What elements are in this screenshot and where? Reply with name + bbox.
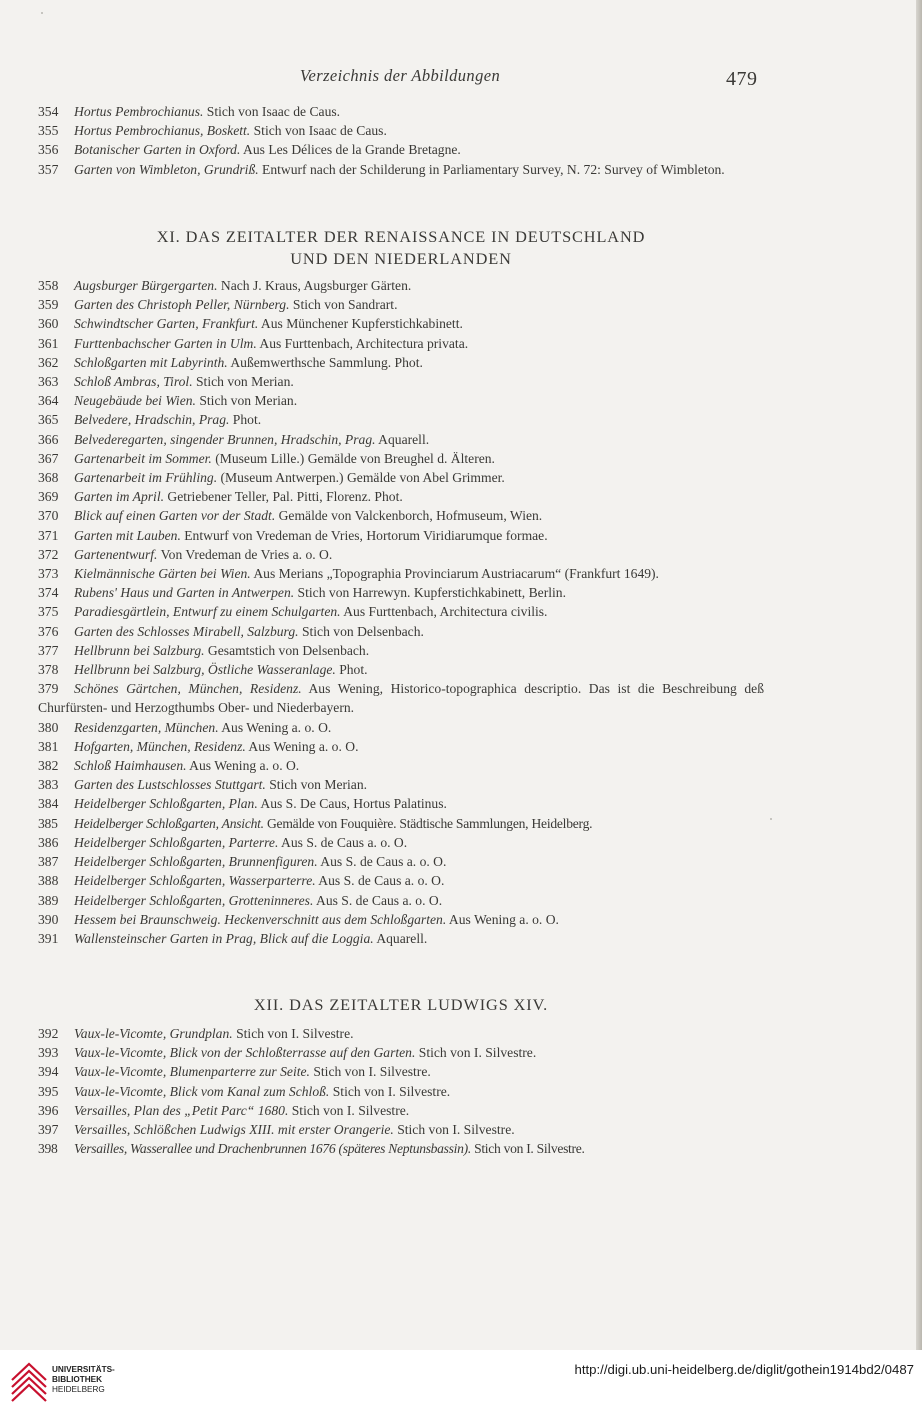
list-item bbox=[38, 449, 764, 468]
library-logo-icon[interactable] bbox=[10, 1360, 48, 1411]
entry-source: (Museum Lille.) Gemälde von Breughel d. Älteren. bbox=[211, 450, 495, 466]
list-item bbox=[38, 140, 764, 159]
entry-number: 394 bbox=[38, 1064, 59, 1080]
list-item bbox=[38, 852, 764, 871]
entry-title: Paradiesgärtlein, Entwurf zu einem Schulgarten. bbox=[74, 604, 341, 620]
entry-source: Aus Wening a. o. O. bbox=[218, 719, 332, 735]
entry-title: Versailles, Schlößchen Ludwigs XIII. mit erster Orangerie. bbox=[74, 1122, 394, 1138]
running-title: Verzeichnis der Abbildungen bbox=[299, 66, 501, 85]
list-item bbox=[38, 314, 764, 333]
entry-number: 379 bbox=[38, 681, 59, 697]
entry-title: Heidelberger Schloßgarten, Plan. bbox=[74, 796, 258, 812]
list-item bbox=[38, 487, 764, 506]
scan-speck bbox=[41, 12, 43, 14]
entry-source: Aus Merians „Topographia Provinciarum Austriacarum“ (Frankfurt 1649). bbox=[250, 566, 659, 582]
entry-number: 362 bbox=[38, 354, 59, 370]
entry-source: Entwurf von Vredeman de Vries, Hortorum Viridiarumque formae. bbox=[180, 527, 548, 543]
entry-source: Gemälde von Valckenborch, Hofmuseum, Wien. bbox=[275, 508, 543, 524]
entry-source: Stich von Merian. bbox=[265, 777, 368, 793]
entry-number: 369 bbox=[38, 489, 59, 505]
entry-number: 368 bbox=[38, 470, 59, 486]
entry-source: Nach J. Kraus, Augsburger Gärten. bbox=[217, 278, 412, 293]
entry-source: Aus Wening a. o. O. bbox=[245, 738, 359, 754]
list-item bbox=[38, 160, 764, 179]
entry-title: Gartenentwurf. bbox=[74, 546, 158, 562]
list-item bbox=[38, 121, 764, 140]
entry-number: 390 bbox=[38, 911, 59, 927]
entry-number: 386 bbox=[38, 834, 59, 850]
entry-source: Von Vredeman de Vries a. o. O. bbox=[157, 546, 333, 562]
entry-title: Schloß Ambras, Tirol. bbox=[74, 374, 193, 390]
entry-list-b bbox=[38, 276, 764, 948]
list-item bbox=[38, 814, 764, 833]
entry-source: Stich von Isaac de Caus. bbox=[250, 123, 387, 139]
list-item bbox=[38, 391, 764, 410]
list-item bbox=[38, 1024, 764, 1043]
entry-source: Stich von I. Silvestre. bbox=[288, 1102, 410, 1118]
list-item bbox=[38, 1120, 764, 1139]
entry-number: 397 bbox=[38, 1122, 59, 1138]
entry-number: 392 bbox=[38, 1026, 59, 1041]
entry-title: Versailles, Plan des „Petit Parc“ 1680. bbox=[74, 1102, 289, 1118]
entry-source: Entwurf nach der Schilderung in Parliamentary Survey, N. 72: Survey of Wimbleton. bbox=[258, 161, 725, 177]
entry-source: Stich von I. Silvestre. bbox=[309, 1064, 431, 1080]
list-item bbox=[38, 660, 764, 679]
list-item bbox=[38, 1062, 764, 1081]
library-name[interactable] bbox=[52, 1365, 115, 1395]
list-item bbox=[38, 583, 764, 602]
list-item bbox=[38, 334, 764, 353]
page-edge-shadow bbox=[916, 0, 922, 1350]
entry-title: Versailles, Wasserallee und Drachenbrunnen 1676 (späteres Neptunsbassin). bbox=[74, 1141, 471, 1157]
entry-number: 359 bbox=[38, 297, 59, 313]
entry-source: Aus Wening, Historico-topographica descriptio. Das ist die Beschreibung deß Churfürsten- und Herzogthumbs Ober- und Niederbayern. bbox=[38, 681, 764, 716]
list-item bbox=[38, 679, 764, 717]
list-item bbox=[38, 910, 764, 929]
entry-source: Aus S. de Caus a. o. O. bbox=[317, 854, 447, 870]
entry-source: Phot. bbox=[229, 412, 262, 428]
entry-number: 380 bbox=[38, 719, 59, 735]
list-item bbox=[38, 430, 764, 449]
entry-title: Heidelberger Schloßgarten, Grotteninneres. bbox=[74, 892, 314, 908]
entry-number: 382 bbox=[38, 758, 59, 774]
list-item bbox=[38, 833, 764, 852]
entry-source: Stich von Isaac de Caus. bbox=[203, 104, 341, 119]
entry-title: Hortus Pembrochianus, Boskett. bbox=[74, 123, 251, 139]
list-item bbox=[38, 641, 764, 660]
entry-number: 374 bbox=[38, 585, 59, 601]
entry-number: 358 bbox=[38, 278, 59, 293]
section-heading-line: XI. DAS ZEITALTER DER RENAISSANCE IN DEUTSCHLAND bbox=[156, 227, 646, 246]
entry-number: 377 bbox=[38, 642, 59, 658]
entry-title: Vaux-le-Vicomte, Blick von der Schloßterrasse auf den Garten. bbox=[74, 1045, 416, 1061]
entry-source: Aus Wening a. o. O. bbox=[446, 911, 559, 927]
list-item bbox=[38, 737, 764, 756]
library-name-line: HEIDELBERG bbox=[52, 1385, 105, 1394]
entry-source: Aus S. de Caus a. o. O. bbox=[313, 892, 443, 908]
list-item bbox=[38, 718, 764, 737]
entry-source: Aus S. de Caus a. o. O. bbox=[278, 834, 408, 850]
list-item bbox=[38, 410, 764, 429]
entry-number: 365 bbox=[38, 412, 59, 428]
entry-source: Stich von I. Silvestre. bbox=[232, 1026, 354, 1041]
entry-number: 357 bbox=[38, 161, 59, 177]
entry-number: 373 bbox=[38, 566, 59, 582]
entry-number: 354 bbox=[38, 104, 59, 119]
entry-title: Wallensteinscher Garten in Prag, Blick auf die Loggia. bbox=[74, 930, 374, 946]
entry-source: Aus S. De Caus, Hortus Palatinus. bbox=[257, 796, 447, 812]
entry-source: Phot. bbox=[335, 662, 368, 678]
list-item bbox=[38, 295, 764, 314]
entry-number: 388 bbox=[38, 873, 59, 889]
entry-title: Hortus Pembrochianus. bbox=[74, 104, 204, 119]
permalink-url[interactable]: http://digi.ub.uni-heidelberg.de/diglit/gothein1914bd2/0487 bbox=[574, 1362, 914, 1377]
list-item bbox=[38, 929, 764, 948]
entry-title: Garten von Wimbleton, Grundriß. bbox=[74, 161, 259, 177]
list-item bbox=[38, 794, 764, 813]
list-item bbox=[38, 1043, 764, 1062]
entry-source: Aquarell. bbox=[373, 930, 428, 946]
entry-title: Blick auf einen Garten vor der Stadt. bbox=[74, 508, 276, 524]
entry-source: Aus Furttenbach, Architectura civilis. bbox=[340, 604, 548, 620]
entry-number: 375 bbox=[38, 604, 59, 620]
entry-source: Aus S. de Caus a. o. O. bbox=[315, 873, 445, 889]
entry-title: Hofgarten, München, Residenz. bbox=[74, 738, 246, 754]
entry-title: Schwindtscher Garten, Frankfurt. bbox=[74, 316, 259, 332]
list-item bbox=[38, 526, 764, 545]
entry-source: Aus Furttenbach, Architectura privata. bbox=[256, 335, 469, 351]
entry-source: Getriebener Teller, Pal. Pitti, Florenz. Phot. bbox=[164, 489, 403, 505]
list-item bbox=[38, 372, 764, 391]
list-item bbox=[38, 891, 764, 910]
entry-number: 355 bbox=[38, 123, 59, 139]
entry-number: 398 bbox=[38, 1141, 58, 1157]
list-item bbox=[38, 602, 764, 621]
section-heading-xi bbox=[38, 226, 764, 270]
entry-number: 371 bbox=[38, 527, 59, 543]
entry-source: Stich von Merian. bbox=[195, 393, 298, 409]
entry-source: Stich von Merian. bbox=[192, 374, 294, 390]
entry-list-c bbox=[38, 1024, 764, 1158]
list-item bbox=[38, 775, 764, 794]
list-item bbox=[38, 1139, 764, 1158]
entry-number: 367 bbox=[38, 450, 59, 466]
entry-number: 370 bbox=[38, 508, 59, 524]
entry-number: 381 bbox=[38, 738, 59, 754]
entry-number: 363 bbox=[38, 374, 59, 390]
entry-number: 396 bbox=[38, 1102, 59, 1118]
entry-source: Stich von I. Silvestre. bbox=[470, 1141, 585, 1157]
entry-title: Vaux-le-Vicomte, Blumenparterre zur Seite. bbox=[74, 1064, 310, 1080]
list-item bbox=[38, 1101, 764, 1120]
entry-title: Furttenbachscher Garten in Ulm. bbox=[74, 335, 257, 351]
entry-title: Neugebäude bei Wien. bbox=[74, 393, 196, 409]
entry-title: Augsburger Bürgergarten. bbox=[74, 278, 218, 293]
entry-number: 387 bbox=[38, 854, 59, 870]
entry-title: Schönes Gärtchen, München, Residenz. bbox=[74, 681, 302, 697]
section-heading-xii bbox=[38, 994, 764, 1016]
entry-title: Belvedere, Hradschin, Prag. bbox=[74, 412, 230, 428]
entry-source: Aus Les Délices de la Grande Bretagne. bbox=[240, 142, 461, 158]
entry-title: Heidelberger Schloßgarten, Parterre. bbox=[74, 834, 279, 850]
entry-number: 393 bbox=[38, 1045, 59, 1061]
entry-title: Residenzgarten, München. bbox=[74, 719, 219, 735]
entry-title: Hessem bei Braunschweig. Heckenverschnitt aus dem Schloßgarten. bbox=[74, 911, 447, 927]
entry-title: Vaux-le-Vicomte, Blick vom Kanal zum Schloß. bbox=[74, 1083, 330, 1099]
entry-number: 372 bbox=[38, 546, 59, 562]
entry-source: Stich von I. Silvestre. bbox=[329, 1083, 451, 1099]
list-item bbox=[38, 353, 764, 372]
entry-title: Hellbrunn bei Salzburg. bbox=[74, 642, 205, 658]
list-item bbox=[38, 468, 764, 487]
list-item bbox=[38, 506, 764, 525]
entry-source: Stich von Sandrart. bbox=[289, 297, 398, 313]
library-name-line: UNIVERSITÄTS- bbox=[52, 1365, 115, 1374]
entry-list-a bbox=[38, 102, 764, 179]
entry-number: 364 bbox=[38, 393, 59, 409]
entry-title: Garten mit Lauben. bbox=[74, 527, 181, 543]
entry-number: 395 bbox=[38, 1083, 59, 1099]
entry-source: (Museum Antwerpen.) Gemälde von Abel Grimmer. bbox=[217, 470, 505, 486]
entry-title: Botanischer Garten in Oxford. bbox=[74, 142, 241, 158]
entry-number: 389 bbox=[38, 892, 59, 908]
entry-title: Hellbrunn bei Salzburg, Östliche Wasseranlage. bbox=[74, 662, 336, 678]
entry-title: Garten im April. bbox=[74, 489, 164, 505]
entry-source: Aquarell. bbox=[375, 431, 430, 447]
entry-source: Stich von I. Silvestre. bbox=[415, 1045, 537, 1061]
entry-number: 376 bbox=[38, 623, 59, 639]
entry-title: Garten des Lustschlosses Stuttgart. bbox=[74, 777, 266, 793]
list-item bbox=[38, 622, 764, 641]
entry-source: Gemälde von Fouquière. Städtische Sammlungen, Heidelberg. bbox=[263, 815, 593, 831]
list-item bbox=[38, 545, 764, 564]
entry-number: 360 bbox=[38, 316, 59, 332]
viewer-footer bbox=[0, 1350, 922, 1417]
entry-title: Rubens' Haus und Garten in Antwerpen. bbox=[74, 585, 295, 601]
entry-title: Belvederegarten, singender Brunnen, Hradschin, Prag. bbox=[74, 431, 376, 447]
entry-source: Aus Münchener Kupferstichkabinett. bbox=[258, 316, 463, 332]
library-logo-icon-shape bbox=[10, 1360, 48, 1406]
entry-number: 383 bbox=[38, 777, 59, 793]
entry-number: 378 bbox=[38, 662, 59, 678]
entry-source: Aus Wening a. o. O. bbox=[186, 758, 300, 774]
entry-title: Gartenarbeit im Sommer. bbox=[74, 450, 212, 466]
library-name-line: BIBLIOTHEK bbox=[52, 1375, 103, 1384]
section-heading-line: UND DEN NIEDERLANDEN bbox=[290, 249, 512, 268]
list-item bbox=[38, 276, 764, 295]
entry-title: Heidelberger Schloßgarten, Brunnenfiguren. bbox=[74, 854, 318, 870]
entry-title: Gartenarbeit im Frühling. bbox=[74, 470, 218, 486]
entry-number: 384 bbox=[38, 796, 59, 812]
entry-number: 391 bbox=[38, 930, 59, 946]
entry-source: Stich von Delsenbach. bbox=[298, 623, 424, 639]
entry-source: Gesamtstich von Delsenbach. bbox=[204, 642, 370, 658]
section-heading-line: XII. DAS ZEITALTER LUDWIGS XIV. bbox=[253, 995, 549, 1014]
entry-source: Stich von I. Silvestre. bbox=[393, 1122, 515, 1138]
entry-number: 356 bbox=[38, 142, 59, 158]
list-item bbox=[38, 564, 764, 583]
entry-number: 361 bbox=[38, 335, 59, 351]
list-item bbox=[38, 871, 764, 890]
entry-source: Außemwerthsche Sammlung. Phot. bbox=[227, 354, 423, 370]
entry-title: Heidelberger Schloßgarten, Ansicht. bbox=[74, 815, 264, 831]
entry-title: Heidelberger Schloßgarten, Wasserparterre. bbox=[74, 873, 316, 889]
list-item bbox=[38, 1082, 764, 1101]
entry-source: Stich von Harrewyn. Kupferstichkabinett, Berlin. bbox=[294, 585, 566, 601]
entry-title: Kielmännische Gärten bei Wien. bbox=[74, 566, 251, 582]
scan-speck bbox=[770, 818, 772, 820]
entry-number: 366 bbox=[38, 431, 59, 447]
entry-title: Schloßgarten mit Labyrinth. bbox=[74, 354, 228, 370]
entry-title: Schloß Haimhausen. bbox=[74, 758, 187, 774]
entry-number: 385 bbox=[38, 815, 58, 831]
list-item bbox=[38, 756, 764, 775]
page-number: 479 bbox=[726, 68, 758, 90]
list-item bbox=[38, 102, 764, 121]
entry-title: Vaux-le-Vicomte, Grundplan. bbox=[74, 1026, 233, 1041]
entry-title: Garten des Christoph Peller, Nürnberg. bbox=[74, 297, 290, 313]
entry-title: Garten des Schlosses Mirabell, Salzburg. bbox=[74, 623, 299, 639]
